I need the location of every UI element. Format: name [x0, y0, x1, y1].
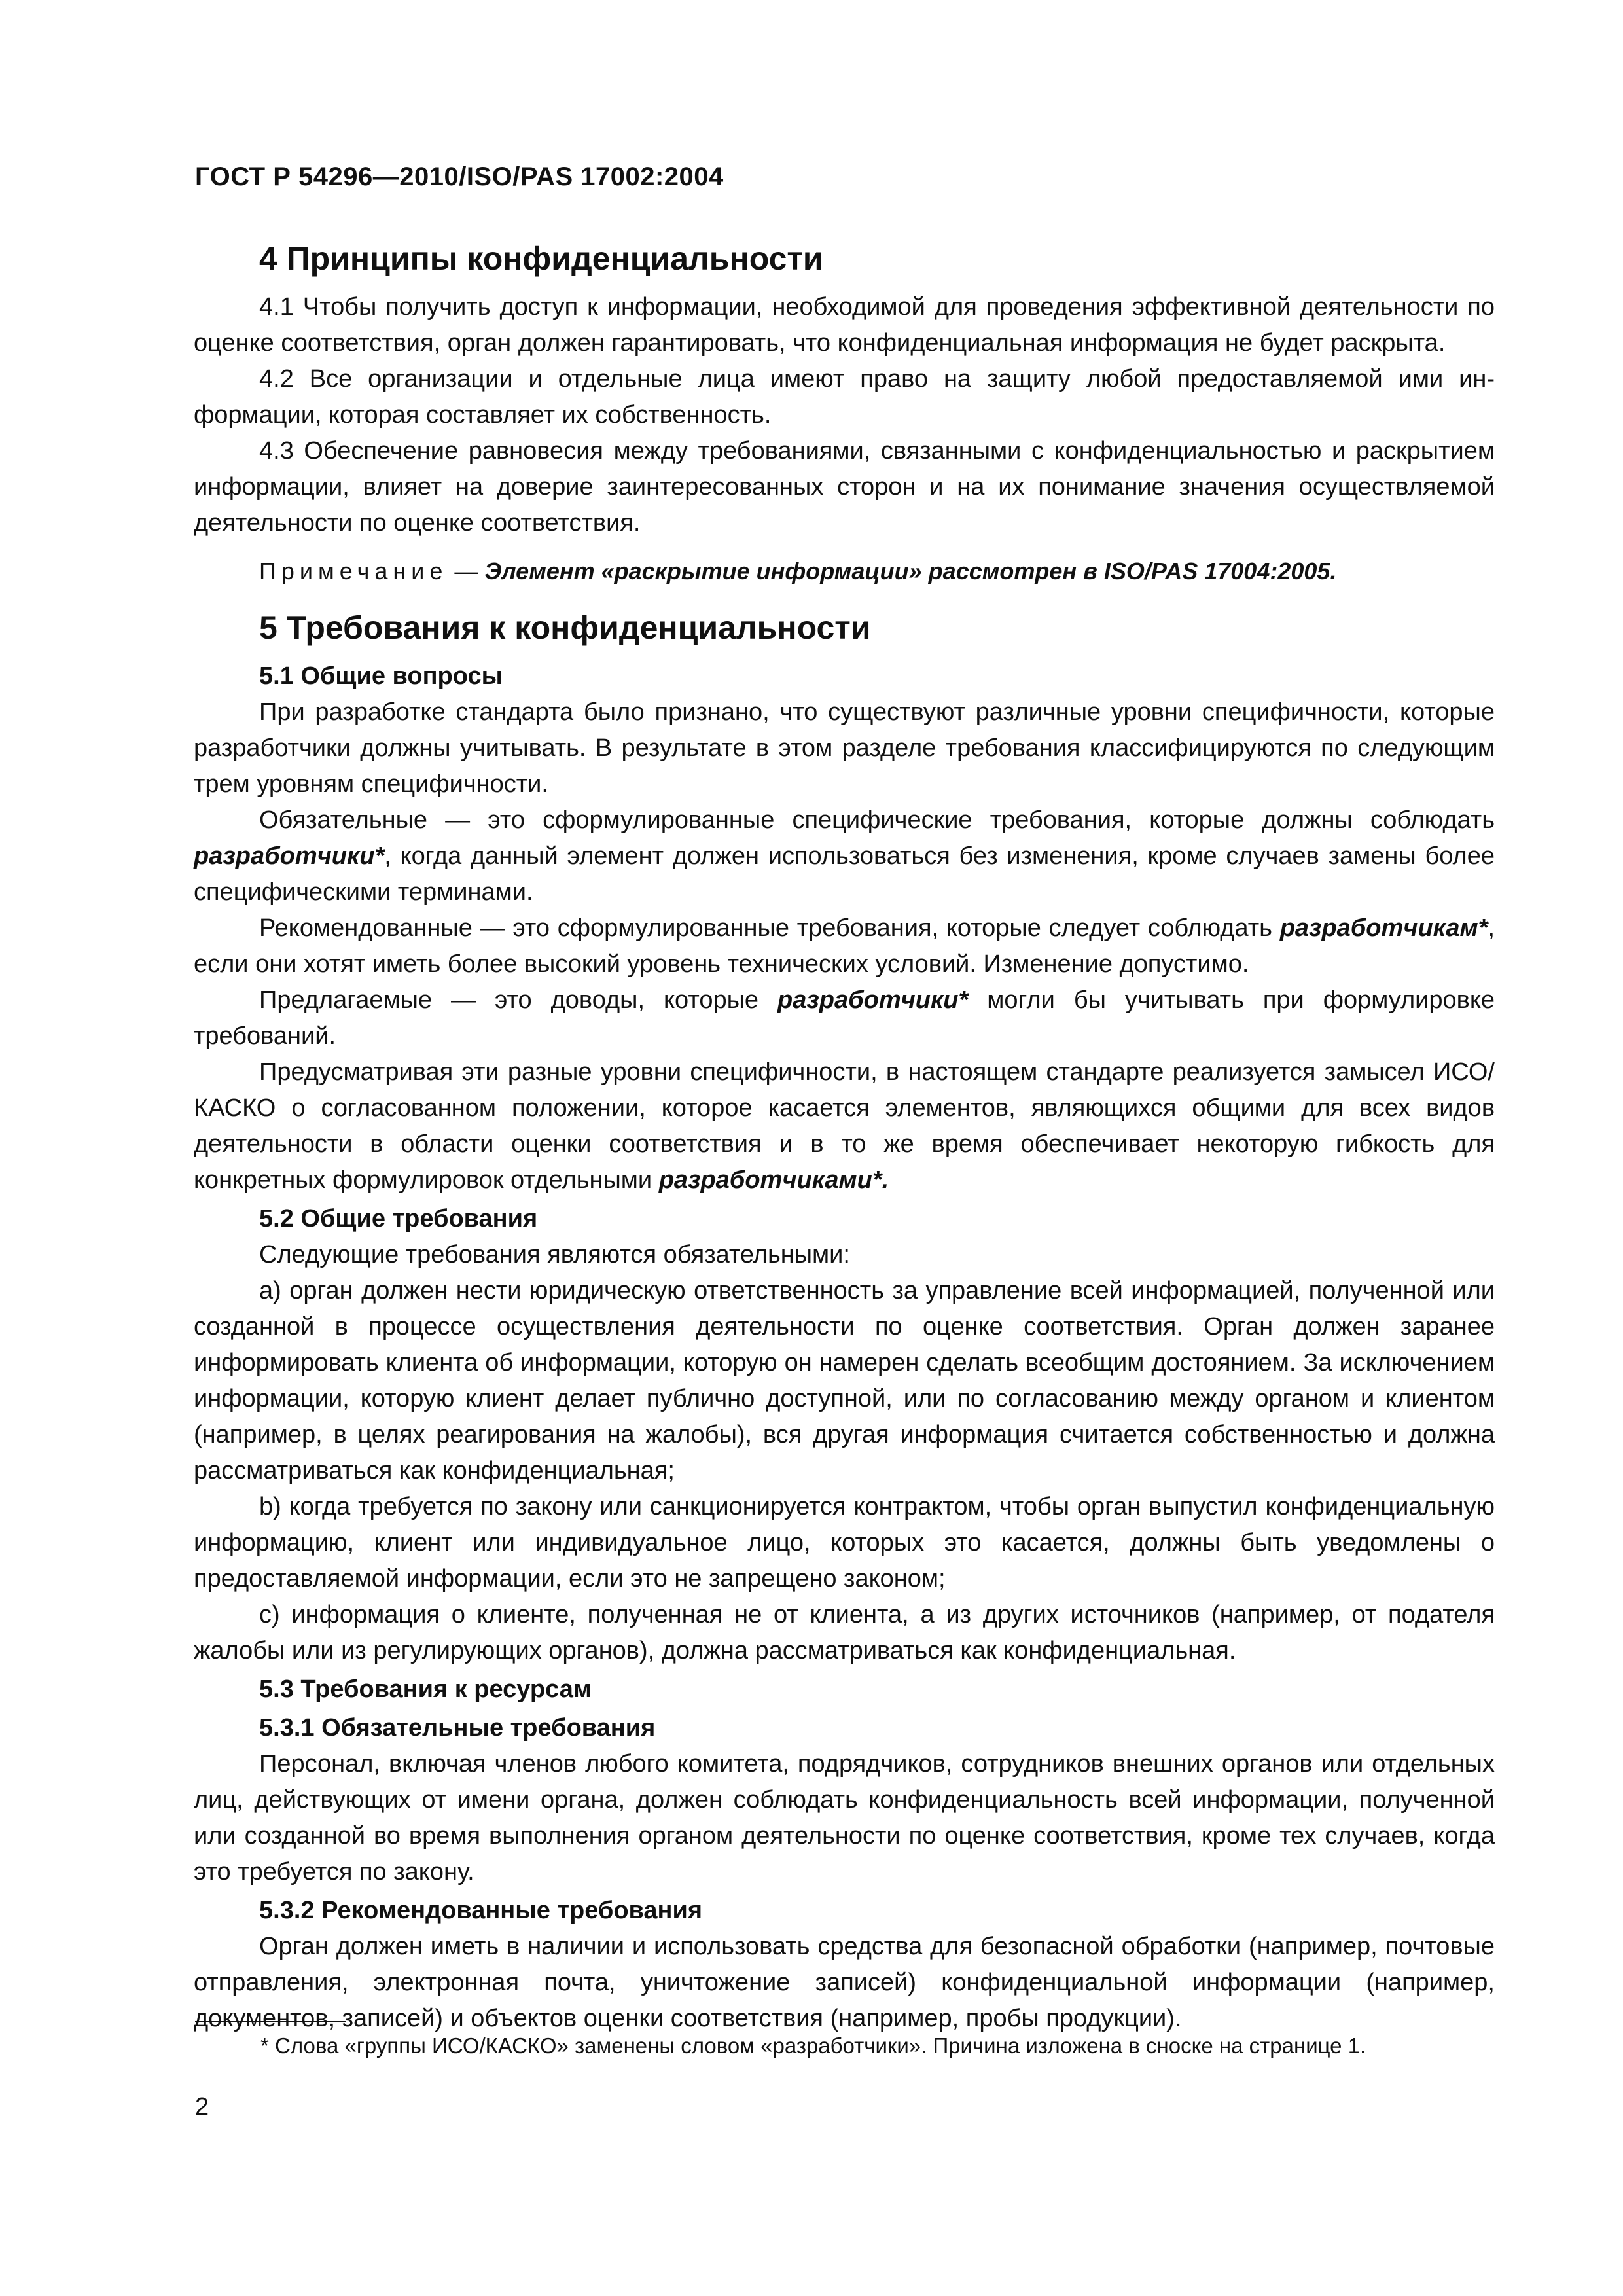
text-run: Обязательные — это сформулированные специфические требования, которые должны соблюдать	[259, 806, 1495, 834]
emphasis-developers: разработчикам*	[1279, 914, 1488, 942]
emphasis-developers: разработчики*	[194, 842, 385, 870]
paragraph-5-1-intro: При разработке стандарта было признано, что существуют различные уровни специфичности, которые разработчики должны учитывать. В результате в этом разделе требования классифицируются по следующим трем уровням специфичности.	[194, 698, 1495, 798]
paragraph-specificity	[194, 1054, 1495, 1198]
page-number: 2	[195, 2093, 209, 2121]
footnote: * Слова «группы ИСО/КАСКО» заменены словом «разработчики». Причина изложена в сноске на странице 1.	[260, 2034, 1366, 2058]
paragraph-recommended	[194, 910, 1495, 982]
note-text: Элемент «раскрытие информации» рассмотрен в ISO/PAS 17004:2005.	[484, 558, 1337, 584]
text-run: могли бы учитывать при формулировке требований.	[194, 986, 1495, 1050]
text-run: Предусматривая эти разные уровни специфичности, в настоящем стандарте реализуется замысел ИСО/КАСКО о согласованном положении, которое касается элементов, являющихся общими для всех видов деятельности в области оценки соответствия и в то же время обеспечивает некоторую гибкость для конкретных формулировок отдельными	[194, 1058, 1495, 1194]
subsection-5-3-1-title: 5.3.1 Обязательные требования	[259, 1714, 656, 1742]
text-run: , если они хотят иметь более высокий уровень технических условий. Изменение допустимо.	[194, 914, 1495, 978]
document-body	[194, 237, 1495, 2037]
subsection-5-3-2-title: 5.3.2 Рекомендованные требования	[259, 1897, 703, 1924]
text-run: Предлагаемые — это доводы, которые	[259, 986, 777, 1014]
subsection-5-2-title: 5.2 Общие требования	[259, 1205, 538, 1232]
text-run: Рекомендованные — это сформулированные требования, которые следует соблюдать	[259, 914, 1280, 942]
footnote-divider	[195, 2021, 346, 2022]
subsection-5-1-title: 5.1 Общие вопросы	[259, 662, 503, 690]
note-label: Примечание	[259, 558, 448, 584]
clause-4-2: 4.2 Все организации и отдельные лица имеют право на защиту любой предоставляемой ими информации, которая составляет их собственность.	[194, 365, 1495, 429]
emphasis-developers: разработчики*	[777, 986, 969, 1014]
paragraph-suggested	[194, 982, 1495, 1054]
text-run: , когда данный элемент должен использоваться без изменения, кроме случаев замены более специфическими терминами.	[194, 842, 1495, 906]
section-5-title: 5 Требования к конфиденциальности	[259, 609, 871, 646]
standard-header: ГОСТ Р 54296—2010/ISO/PAS 17002:2004	[195, 162, 724, 191]
paragraph-mandatory	[194, 802, 1495, 910]
clause-4-1: 4.1 Чтобы получить доступ к информации, необходимой для проведения эффективной деятельности по оценке соответствия, орган должен гарантировать, что конфиденциальная информация не будет раскрыта.	[194, 293, 1495, 357]
list-item-c: с) информация о клиенте, полученная не от клиента, а из других источников (например, от подателя жалобы или из регулирующих органов), должна рассматриваться как конфиденциальная.	[194, 1601, 1495, 1664]
list-item-b: b) когда требуется по закону или санкционируется контрактом, чтобы орган выпустил конфиденциальную информацию, клиент или индивидуальное лицо, которых это касается, должны быть уведомлены о предоставляемой информации, если это не запрещено законом;	[194, 1493, 1495, 1592]
paragraph-5-3-1: Персонал, включая членов любого комитета, подрядчиков, сотрудников внешних органов или отдельных лиц, действующих от имени органа, должен соблюдать конфиденциальность всей информации, полученной или созданной во время выполнения органом деятельности по оценке соответствия, кроме тех случаев, когда это требуется по закону.	[194, 1750, 1495, 1886]
note	[194, 553, 1495, 589]
section-4-title: 4 Принципы конфиденциальности	[259, 240, 823, 277]
paragraph-5-3-2: Орган должен иметь в наличии и использовать средства для безопасной обработки (например, почтовые отправления, электронная почта, уничтожение записей) конфиденциальной информации (например, документов, записей) и объектов оценки соответствия (например, пробы продукции).	[194, 1933, 1495, 2032]
paragraph-5-2-intro: Следующие требования являются обязательными:	[259, 1241, 850, 1268]
list-item-a: а) орган должен нести юридическую ответственность за управление всей информацией, полученной или созданной в процессе осуществления деятельности по оценке соответствия. Орган должен заранее информировать клиента об информации, которую он намерен сделать всеобщим достоянием. За исключением информации, которую клиент делает публично доступной, или по согласованию между органом и клиентом (например, в целях реагирования на жалобы), вся другая информация считается собственностью и должна рассматриваться как конфиденциальная;	[194, 1277, 1495, 1484]
note-separator: —	[448, 558, 485, 584]
emphasis-developers: разработчиками*.	[658, 1166, 889, 1194]
clause-4-3: 4.3 Обеспечение равновесия между требованиями, связанными с конфиденциальностью и раскрытием информации, влияет на доверие заинтересованных сторон и на их понимание значения осуществляемой деятельности по оценке соответствия.	[194, 437, 1495, 537]
subsection-5-3-title: 5.3 Требования к ресурсам	[259, 1676, 592, 1703]
